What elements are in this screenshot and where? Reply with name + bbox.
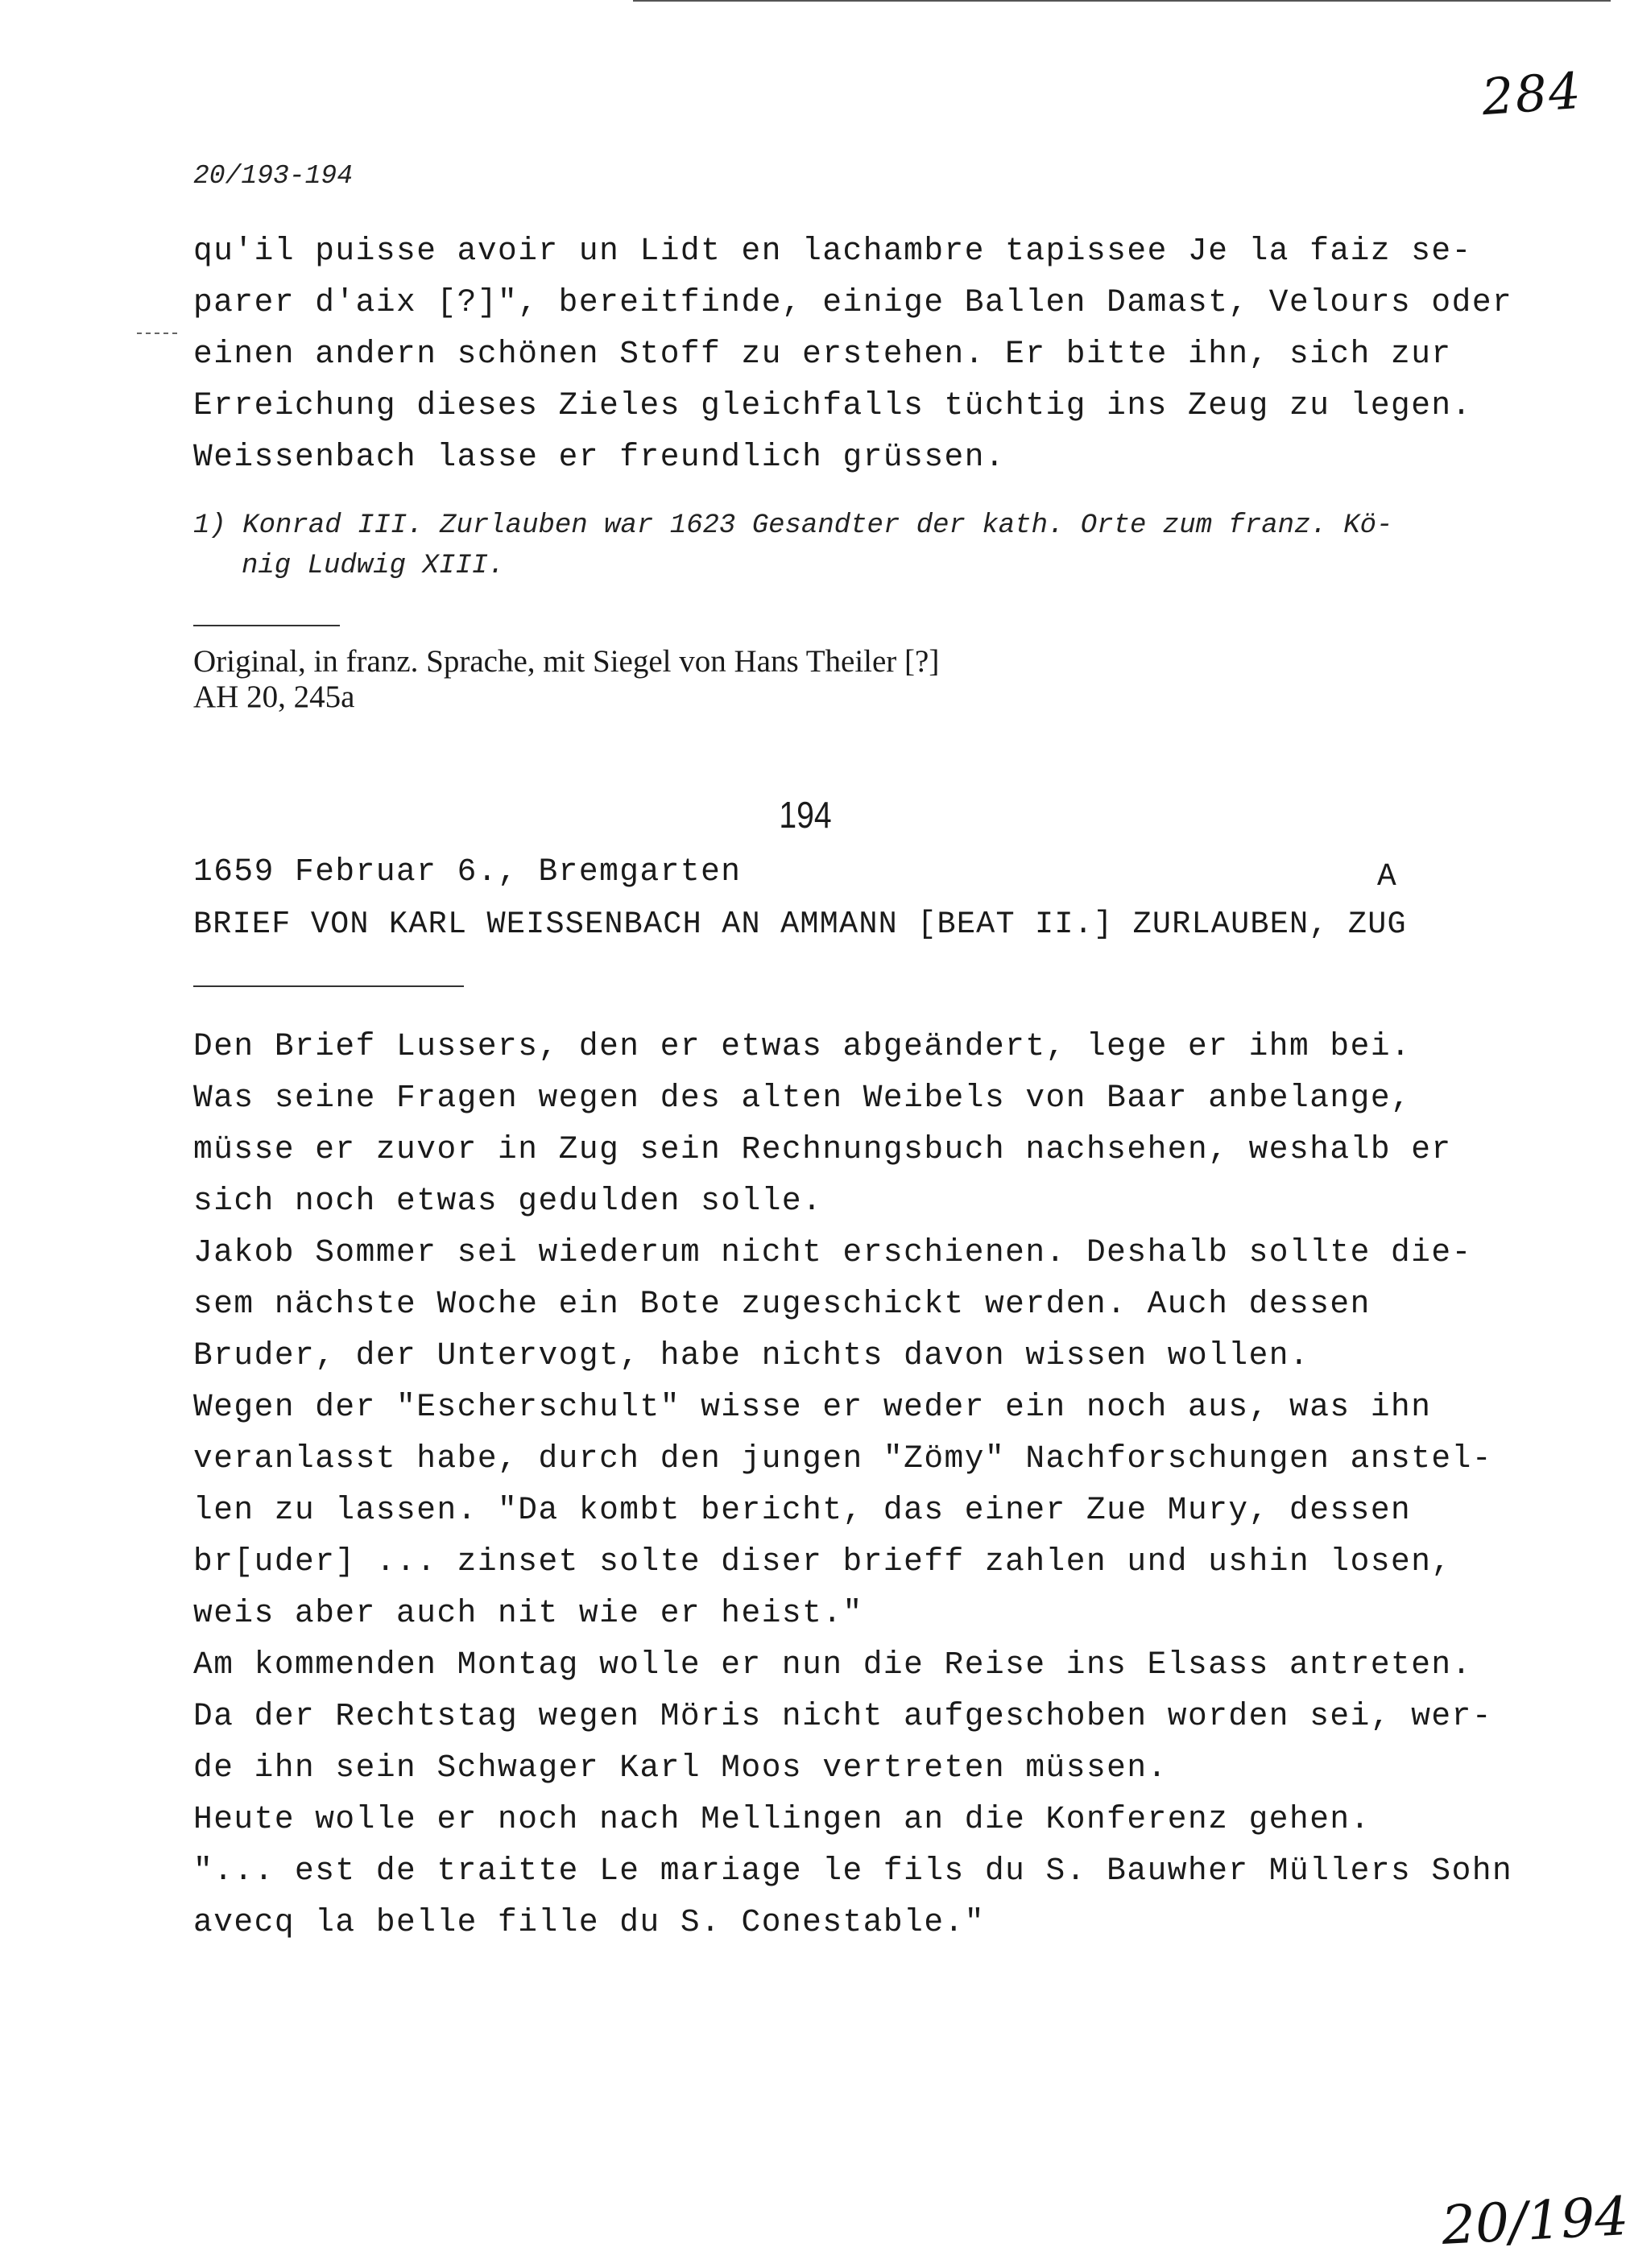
source-line: AH 20, 245a xyxy=(193,680,355,714)
prev-text-line: qu'il puisse avoir un Lidt en lachambre tapissee Je la faiz se- xyxy=(193,233,1472,269)
separator-rule xyxy=(193,625,340,626)
doc-text-line: len zu lassen. "Da kombt bericht, das einer Zue Mury, dessen xyxy=(193,1492,1412,1528)
doc-text-line: Was seine Fragen wegen des alten Weibels von Baar anbelange, xyxy=(193,1080,1412,1116)
doc-text-line: sem nächste Woche ein Bote zugeschickt werden. Auch dessen xyxy=(193,1286,1371,1322)
prev-text-line: einen andern schönen Stoff zu erstehen. Er bitte ihn, sich zur xyxy=(193,336,1452,372)
source-line: Original, in franz. Sprache, mit Siegel von Hans Theiler [?] xyxy=(193,644,940,679)
footnote-line: nig Ludwig XIII. xyxy=(242,551,505,581)
date-place: 1659 Februar 6., Bremgarten xyxy=(193,853,742,890)
doc-text-line: Wegen der "Escherschult" wisse er weder ein noch aus, was ihn xyxy=(193,1389,1432,1425)
doc-text-line: avecq la belle fille du S. Conestable." xyxy=(193,1904,985,1940)
top-edge-rule xyxy=(633,0,1611,2)
doc-text-line: de ihn sein Schwager Karl Moos vertreten müssen. xyxy=(193,1750,1168,1786)
document-class-letter: A xyxy=(1377,858,1396,894)
prev-text-line: Weissenbach lasse er freundlich grüssen. xyxy=(193,439,1006,475)
footnote-line: 1) Konrad III. Zurlauben war 1623 Gesandter der kath. Orte zum franz. Kö- xyxy=(193,510,1393,541)
doc-text-line: Den Brief Lussers, den er etwas abgeändert, lege er ihm bei. xyxy=(193,1028,1412,1064)
doc-text-line: Jakob Sommer sei wiederum nicht erschienen. Deshalb sollte die- xyxy=(193,1234,1472,1270)
handwritten-reference: 20/194 xyxy=(1440,2184,1630,2258)
prev-text-line: parer d'aix [?]", bereitfinde, einige Ballen Damast, Velours oder xyxy=(193,284,1513,320)
doc-text-line: "... est de traitte Le mariage le fils du S. Bauwher Müllers Sohn xyxy=(193,1853,1513,1889)
doc-text-line: Am kommenden Montag wolle er nun die Reise ins Elsass antreten. xyxy=(193,1646,1472,1683)
document-heading: BRIEF VON KARL WEISSENBACH AN AMMANN [BEAT II.] ZURLAUBEN, ZUG xyxy=(193,907,1407,942)
footnote xyxy=(193,506,1392,586)
doc-text-line: müsse er zuvor in Zug sein Rechnungsbuch nachsehen, weshalb er xyxy=(193,1131,1452,1167)
margin-mark xyxy=(137,333,177,334)
doc-text-line: Da der Rechtstag wegen Möris nicht aufgeschoben worden sei, wer- xyxy=(193,1698,1493,1734)
source-note xyxy=(193,644,939,715)
document-number: 194 xyxy=(779,794,832,836)
heading-rule xyxy=(193,985,464,987)
doc-text-line: Bruder, der Untervogt, habe nichts davon wissen wollen. xyxy=(193,1337,1310,1374)
doc-text-line: Heute wolle er noch nach Mellingen an die Konferenz gehen. xyxy=(193,1801,1371,1837)
doc-text-line: veranlasst habe, durch den jungen "Zömy" Nachforschungen anstel- xyxy=(193,1440,1493,1477)
doc-text-line: br[uder] ... zinset solte diser brieff zahlen und ushin losen, xyxy=(193,1543,1452,1580)
handwritten-page-number: 284 xyxy=(1479,60,1584,127)
doc-text-line: weis aber auch nit wie er heist." xyxy=(193,1595,863,1631)
prev-text-line: Erreichung dieses Zieles gleichfalls tüchtig ins Zeug zu legen. xyxy=(193,387,1472,423)
doc-text-line: sich noch etwas gedulden solle. xyxy=(193,1183,823,1219)
reference-code: 20/193-194 xyxy=(193,161,354,191)
